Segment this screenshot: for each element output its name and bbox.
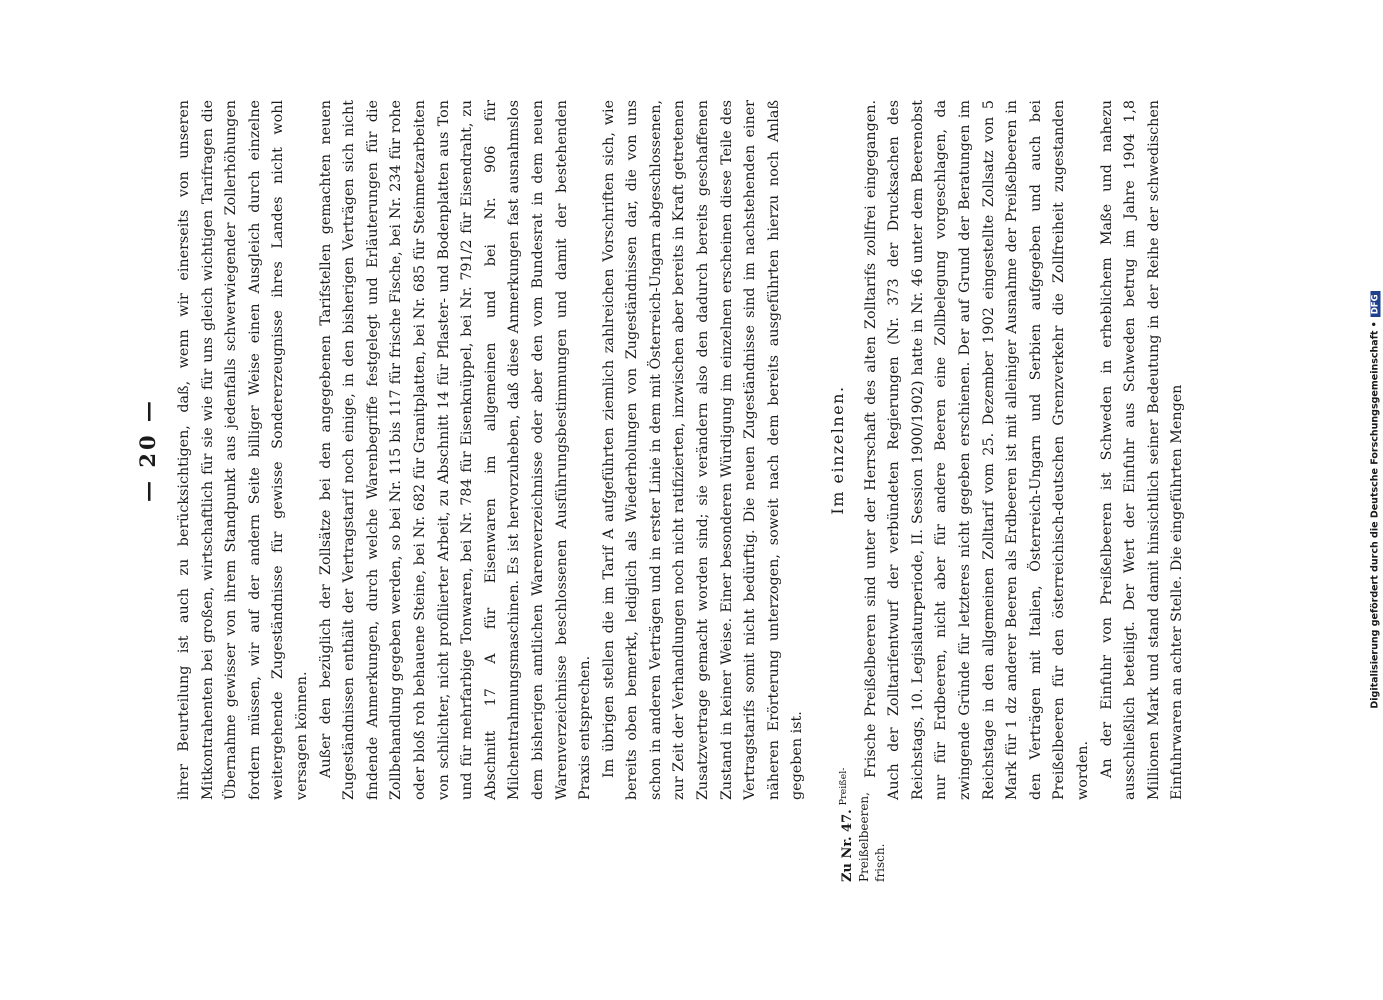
margin-note-sub: Preißel- [837,767,849,806]
paragraph: An der Einfuhr von Preißelbeeren ist Schweden in erheblichem Maße und nahezu ausschließlich beteiligt. Der Wert der Einfuhr aus Schweden betrug im Jahre 1904 1,8 Millionen Mark und stand damit hinsichtlich seiner Bedeutung in der Reihe der schwedischen Einfuhrwaren an achter Stelle. Die eingeführten Mengen [1098,100,1186,800]
digitization-credit-strip [1368,8,1382,992]
digitization-credit-text: Digitalisierung gefördert durch die Deutsche Forschungsgemeinschaft • [1369,321,1381,709]
margin-note-label: Preißelbeeren, frisch. [856,792,887,882]
section-heading: Im einzelnen. [828,385,848,515]
margin-note [836,762,888,882]
digitization-credit [1370,10,1381,990]
paragraph: Frische Preißelbeeren sind unter der Herrschaft des alten Zolltarifs zollfrei eingegangen. Auch der Zolltarifentwurf der verbündeten Regierungen (Nr. 373 der Drucksachen des Reichstags, 10. Legislaturperiode, II. Session 1900/1902) hatte in Nr. 46 unter dem Beerenobst nur für Erdbeeren, nicht aber für andere Beeren eine Zollbelegung vorgeschlagen, da zwingende Gründe für letzteres nicht gegeben erschienen. Der auf Grund der Beratungen im Reichstage in den allgemeinen Zolltarif vom 25. Dezember 1902 eingestellte Zollsatz von 5 Mark für 1 dz anderer Beeren als Erdbeeren ist mit alleiniger Ausnahme der Preißelbeeren in den Verträgen mit Italien, Österreich-Ungarn und Serbien aufgegeben und auch bei Preißelbeeren für den österreichisch-deutschen Grenzverkehr die Zollfreiheit zugestanden worden. [862,100,1091,800]
paragraph: ihrer Beurteilung ist auch zu berücksichtigen, daß, wenn wir einerseits von unseren Mitkontrahenten bei großen, wirtschaftlich für sie wie für uns gleich wichtigen Tarifragen die Übernahme gewisser von ihrem Standpunkt aus jedenfalls schwerwiegender Zollerhöhungen fordern müssen, wir auf der andern Seite billiger Weise einen Ausgleich durch einzelne weitergehende Zugeständnisse für gewisse Sondererzeugnisse ihres Landes nicht wohl versagen können. [176,100,310,800]
paragraph: Außer den bezüglich der Zollsätze bei den angegebenen Tarifstellen gemachten neuen Zugeständnissen enthält der Vertragstarif noch einige, in den bisherigen Verträgen sich nicht findende Anmerkungen, durch welche Warenbegriffe festgelegt und Erläuterungen für die Zollbehandlung gegeben werden, so bei Nr. 115 bis 117 für frische Fische, bei Nr. 234 für rohe oder bloß roh behauene Steine, bei Nr. 682 für Granitplatten, bei Nr. 685 für Steinmetzarbeiten von schlichter, nicht profilierter Arbeit, zu Abschnitt 14 für Pflaster- und Bodenplatten aus Ton und für mehrfarbige Tonwaren, bei Nr. 784 für Eisenknüppel, bei Nr. 791/2 für Eisendraht, zu Abschnitt 17 A für Eisenwaren im allgemeinen und bei Nr. 906 für Milchentrahmungsmaschinen. Es ist hervorzuheben, daß diese Anmerkungen fast ausnahmslos dem bisherigen amtlichen Warenverzeichnisse oder aber den vom Bundesrat in dem neuen Warenverzeichnisse beschlossenen Ausführungsbestimmungen und damit der bestehenden Praxis entsprechen. [317,100,594,800]
paragraph: Im übrigen stellen die im Tarif A aufgeführten ziemlich zahlreichen Vorschriften sich, wie bereits oben bemerkt, lediglich als Wiederholungen von Zugeständnissen dar, die von uns schon in anderen Verträgen und in erster Linie in dem mit Österreich-Ungarn abgeschlossenen, zur Zeit der Verhandlungen noch nicht ratifizierten, inzwischen aber bereits in Kraft getretenen Zusatzvertrage gemacht worden sind; sie verändern also den dadurch bereits geschaffenen Zustand in keiner Weise. Einer besonderen Würdigung im einzelnen erscheinen diese Teile des Vertragstarifs somit nicht bedürftig. Die neuen Zugeständnisse sind im nachstehenden einer näheren Erörterung unterzogen, soweit nach dem bereits ausgeführten hierzu noch Anlaß gegeben ist. [600,100,806,800]
rotated-document-page [135,100,1235,882]
dfg-logo: DFG [1371,291,1381,317]
margin-note-ref: Zu Nr. 47. [839,809,855,882]
document-body [173,100,1190,882]
page-number-header: — 20 — [135,398,160,502]
